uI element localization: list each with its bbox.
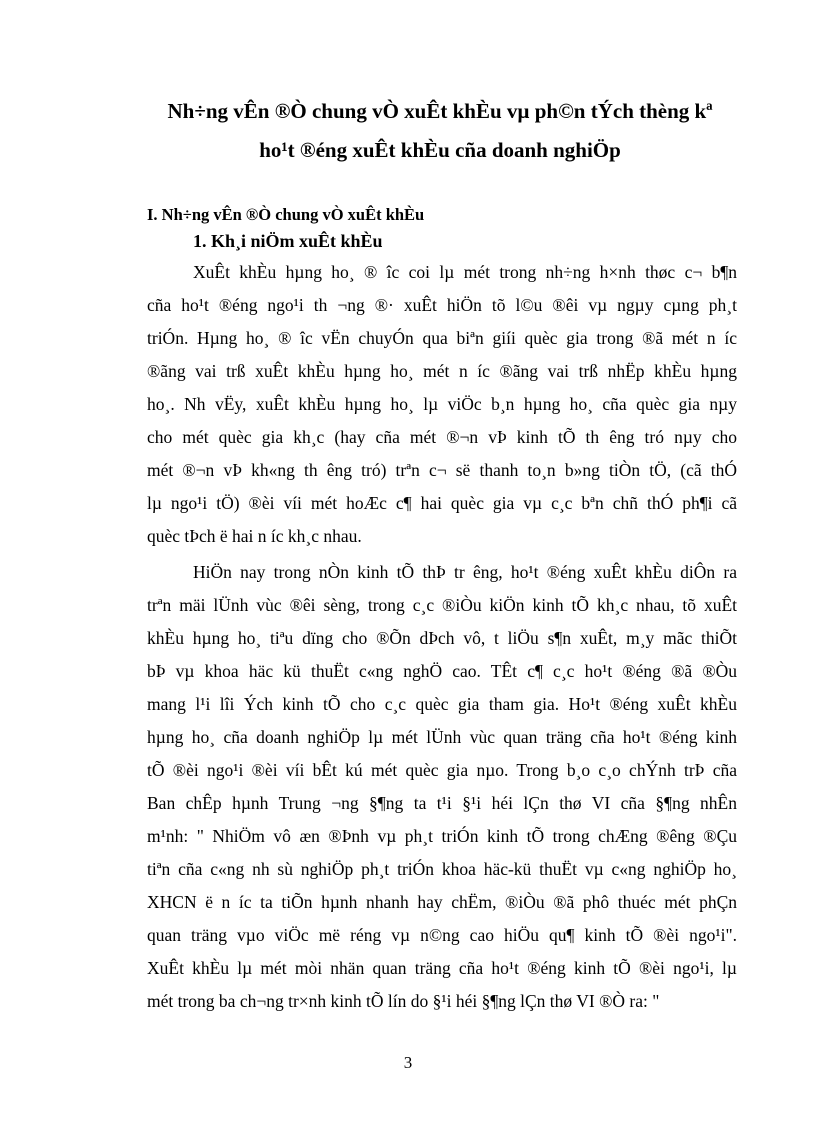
paragraph-line: cña ho¹t ®éng ngo¹i th ¬ng ®· xuÊt hiÖn tõ l©u ®êi vµ ngµy cµng ph¸t <box>147 295 737 315</box>
paragraph-line: quan träng vµo viÖc më réng vµ n©ng cao hiÖu qu¶ kinh tÕ ®èi ngo¹i". <box>147 925 737 945</box>
paragraph-2 <box>147 556 737 1018</box>
paragraph-line: khÈu hµng ho¸ tiªu dïng cho ®Õn dÞch vô, t liÖu s¶n xuÊt, m¸y mãc thiÕt <box>147 628 737 648</box>
paragraph-line: tÕ ®èi ngo¹i ®èi víi bÊt kú mét quèc gia nµo. Trong b¸o c¸o chÝnh trÞ cña <box>147 760 737 780</box>
paragraph-line: ho¸. Nh vËy, xuÊt khÈu hµng ho¸ lµ viÖc b¸n hµng ho¸ cña quèc gia nµy <box>147 394 737 414</box>
paragraph-line: lµ ngo¹i tÖ) ®èi víi mét hoÆc c¶ hai quèc gia vµ c¸c bªn chñ thÓ ph¶i cã <box>147 493 737 513</box>
section-heading: I. Nh÷ng vÊn ®Ò chung vÒ xuÊt khÈu <box>147 205 425 224</box>
paragraph-line: bÞ vµ khoa häc kü thuËt c«ng nghÖ cao. TÊt c¶ c¸c ho¹t ®éng ®ã ®Òu <box>147 661 737 681</box>
paragraph-line: mét trong ba ch¬ng tr×nh kinh tÕ lín do §¹i héi §¶ng lÇn thø VI ®Ò ra: " <box>147 991 660 1011</box>
page-number: 3 <box>403 1053 413 1072</box>
paragraph-line: XuÊt khÈu hµng ho¸ ® îc coi lµ mét trong nh÷ng h×nh thøc c¬ b¶n <box>193 262 737 282</box>
paragraph-line: HiÖn nay trong nÒn kinh tÕ thÞ tr êng, ho¹t ®éng xuÊt khÈu diÔn ra <box>193 562 737 582</box>
document-title-line-1: Nh÷ng vÊn ®Ò chung vÒ xuÊt khÈu vµ ph©n tÝch thèng kª <box>167 99 713 123</box>
paragraph-line: ®ãng vai trß xuÊt khÈu hµng ho¸ mét n íc ®ãng vai trß nhËp khÈu hµng <box>147 361 737 381</box>
paragraph-1 <box>147 256 737 553</box>
paragraph-line: mang l¹i lîi Ých kinh tÕ cho c¸c quèc gia tham gia. Ho¹t ®éng xuÊt khÈu <box>147 694 737 714</box>
paragraph-line: Ban chÊp hµnh Trung ¬ng §¶ng ta t¹i §¹i héi lÇn thø VI cña §¶ng nhÊn <box>147 793 737 813</box>
paragraph-line: cho mét quèc gia kh¸c (hay cña mét ®¬n vÞ kinh tÕ th êng tró nµy cho <box>147 427 737 447</box>
paragraph-line: mét ®¬n vÞ kh«ng th êng tró) trªn c¬ së thanh to¸n b»ng tiÒn tÖ, (cã thÓ <box>147 460 737 480</box>
paragraph-line: triÓn. Hµng ho¸ ® îc vËn chuyÓn qua biªn giíi quèc gia trong ®ã mét n íc <box>147 328 737 348</box>
document-title-line-2: ho¹t ®éng xuÊt khÈu cña doanh nghiÖp <box>259 138 621 162</box>
paragraph-line: quèc tÞch ë hai n íc kh¸c nhau. <box>147 526 362 546</box>
paragraph-line: tiªn cña c«ng nh sù nghiÖp ph¸t triÓn khoa häc-kü thuËt vµ c«ng nghiÖp ho¸ <box>147 859 737 879</box>
paragraph-line: XuÊt khÈu lµ mét mòi nhän quan träng cña ho¹t ®éng kinh tÕ ®èi ngo¹i, lµ <box>147 958 737 978</box>
paragraph-line: trªn mäi lÜnh vùc ®êi sèng, trong c¸c ®iÒu kiÖn kinh tÕ kh¸c nhau, tõ xuÊt <box>147 595 737 615</box>
paragraph-line: hµng ho¸ cña doanh nghiÖp lµ mét lÜnh vùc quan träng cña ho¹t ®éng kinh <box>147 727 737 747</box>
paragraph-line: XHCN ë n íc ta tiÕn hµnh nhanh hay chËm, ®iÒu ®ã phô thuéc mét phÇn <box>147 892 737 912</box>
subsection-heading: 1. Kh¸i niÖm xuÊt khÈu <box>193 231 383 251</box>
paragraph-line: m¹nh: " NhiÖm vô æn ®Þnh vµ ph¸t triÓn kinh tÕ trong chÆng ®êng ®Çu <box>147 826 737 846</box>
